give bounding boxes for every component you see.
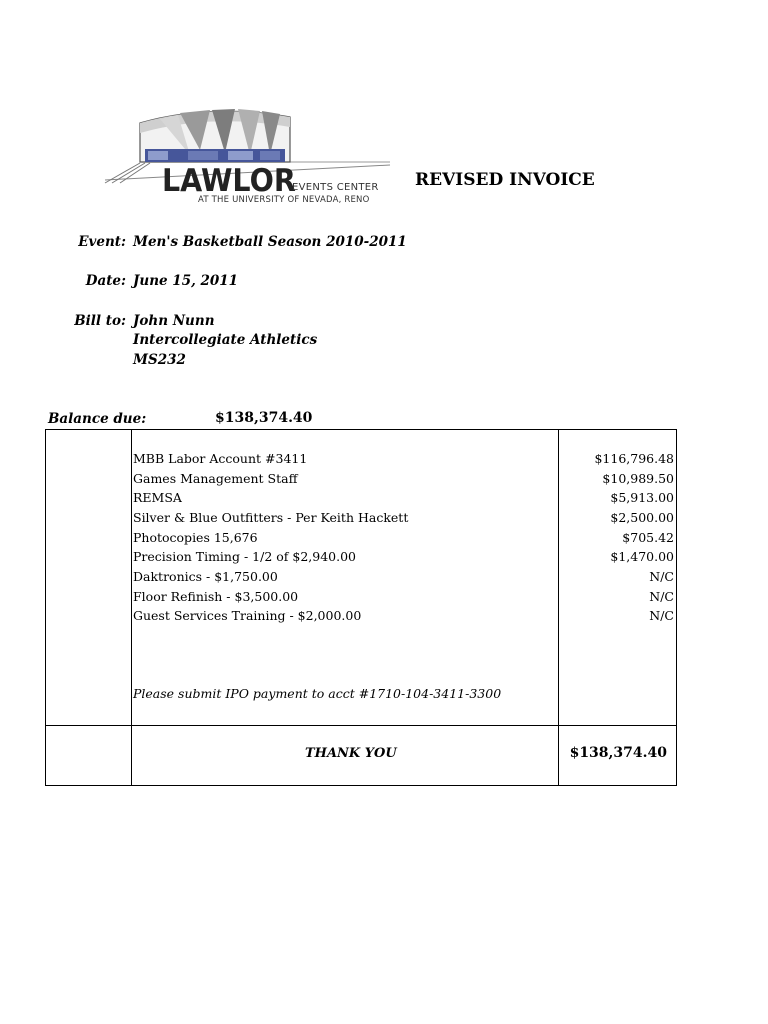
bill-to-label: Bill to: (74, 313, 126, 329)
bill-to-department: Intercollegiate Athletics (133, 332, 318, 348)
bill-to-name: John Nunn (133, 313, 215, 329)
logo-wordmark: LAWLOR (162, 163, 296, 199)
line-item-amount: $10,989.50 (602, 471, 674, 486)
invoice-title: REVISED INVOICE (415, 170, 595, 190)
line-item-description: Silver & Blue Outfitters - Per Keith Hackett (133, 510, 409, 525)
line-item-amount: N/C (649, 608, 674, 623)
event-value: Men's Basketball Season 2010-2011 (133, 234, 407, 250)
date-label: Date: (85, 273, 126, 289)
balance-due-amount: $138,374.40 (215, 410, 313, 426)
line-item-amount: $2,500.00 (610, 510, 674, 525)
line-item-amount: $5,913.00 (610, 490, 674, 505)
line-item-description: Guest Services Training - $2,000.00 (133, 608, 362, 623)
line-item-description: Precision Timing - 1/2 of $2,940.00 (133, 549, 356, 564)
line-item-amount: N/C (649, 589, 674, 604)
line-item-description: MBB Labor Account #3411 (133, 451, 308, 466)
line-item-description: Games Management Staff (133, 471, 298, 486)
bill-to-mailstop: MS232 (133, 352, 186, 368)
date-value: June 15, 2011 (133, 273, 239, 289)
logo-location: AT THE UNIVERSITY OF NEVADA, RENO (198, 195, 370, 205)
line-item-amount: N/C (649, 569, 674, 584)
payment-instructions: Please submit IPO payment to acct #1710-104-3411-3300 (133, 686, 502, 701)
line-item-description: Photocopies 15,676 (133, 530, 258, 545)
line-item-description: REMSA (133, 490, 182, 505)
line-item-amount: $116,796.48 (594, 451, 674, 466)
thank-you-text: THANK YOU (305, 746, 397, 761)
event-label: Event: (78, 234, 126, 250)
line-item-amount: $1,470.00 (610, 549, 674, 564)
line-item-amount: $705.42 (622, 530, 674, 545)
line-item-description: Floor Refinish - $3,500.00 (133, 589, 299, 604)
logo-subtitle: EVENTS CENTER (292, 182, 379, 193)
invoice-total: $138,374.40 (569, 745, 667, 761)
line-item-description: Daktronics - $1,750.00 (133, 569, 278, 584)
balance-due-label: Balance due: (48, 411, 147, 427)
